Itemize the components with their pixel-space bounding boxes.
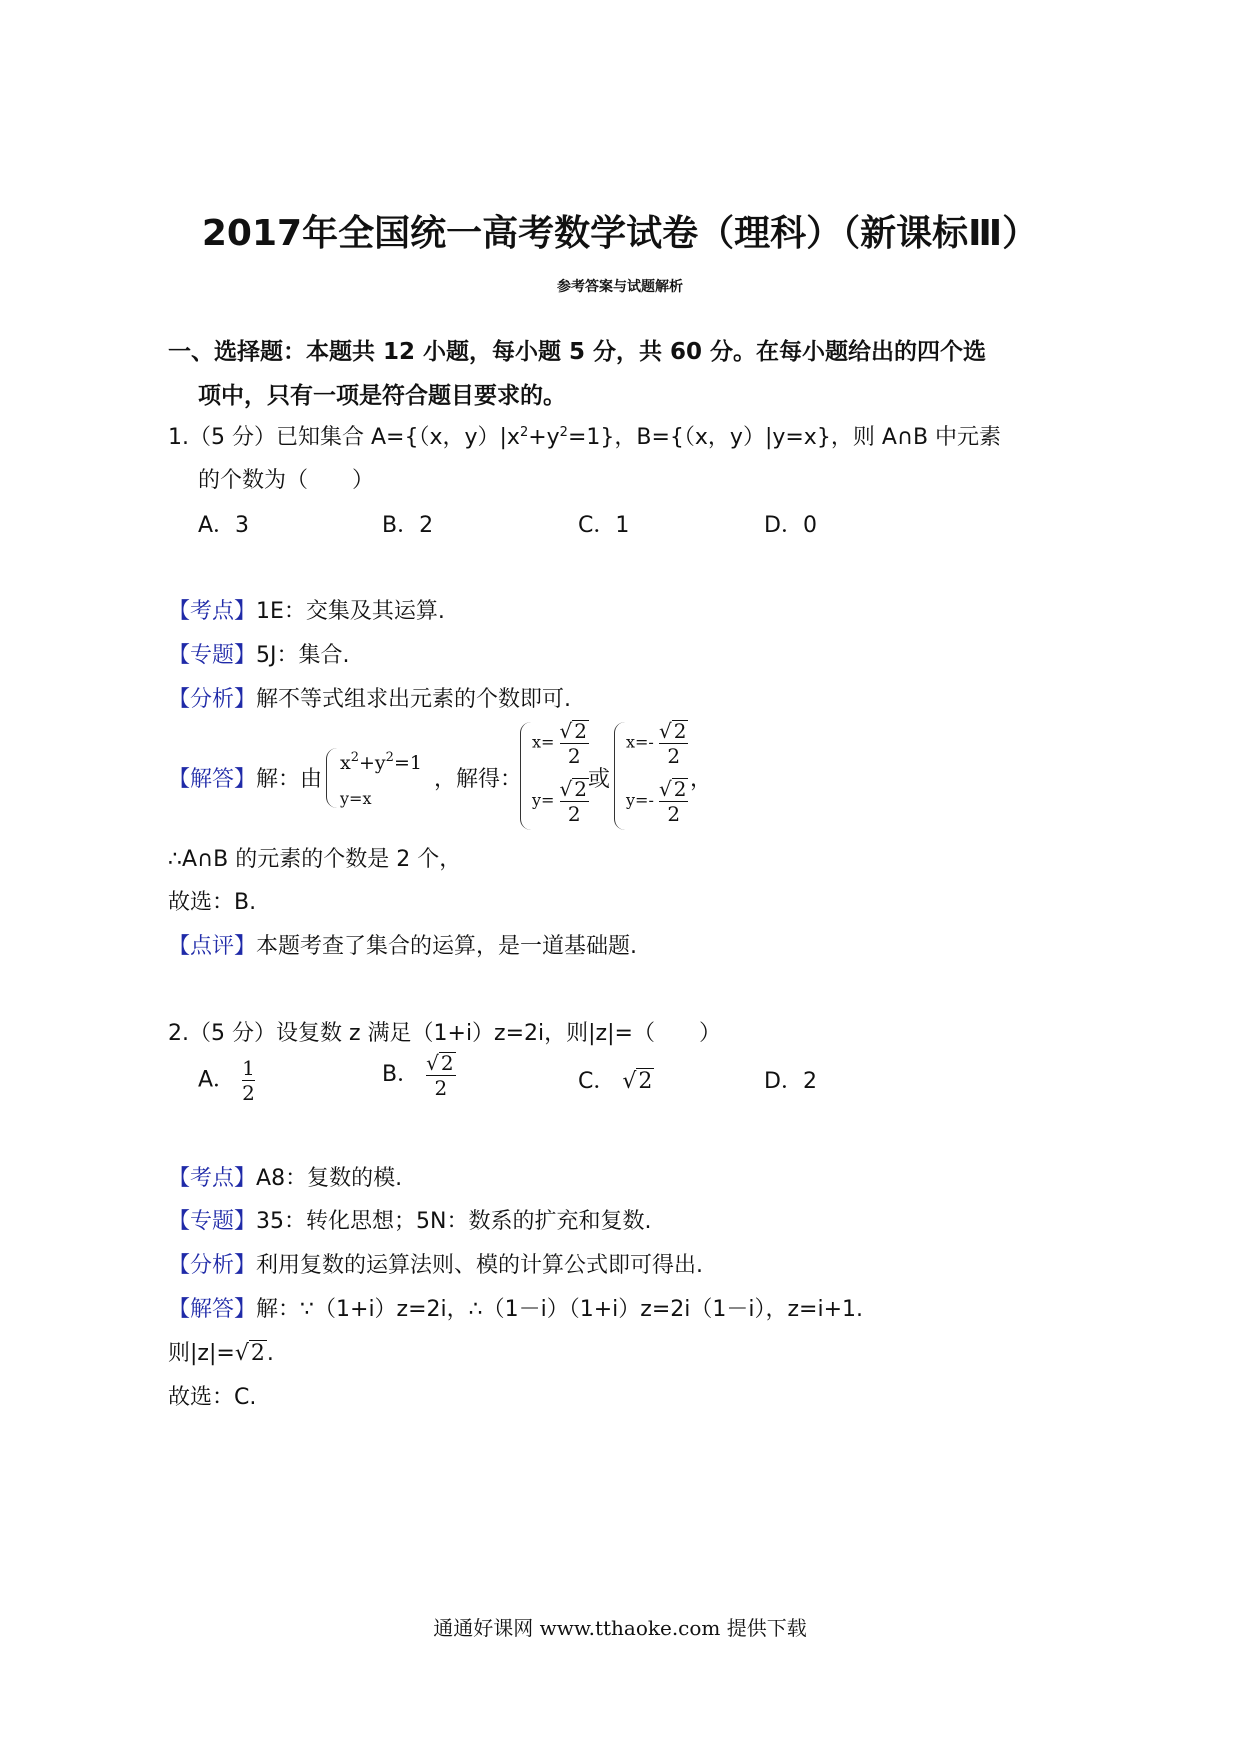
q1-kaodian: 【考点】1E：交集及其运算. [168,599,445,624]
zhuanti-tag: 【专题】 [168,643,257,668]
q1-stem-line2: 的个数为（ ） [198,468,375,493]
fenxi-tag: 【分析】 [168,687,257,712]
q2-choice: 故选：C. [168,1385,257,1410]
q1-dianping: 【点评】本题考查了集合的运算，是一道基础题. [168,934,638,959]
q1-option-a: A．3 [198,513,250,538]
q1-or: 或 [588,767,611,792]
q2-stem: 2.（5 分）设复数 z 满足（1+i）z=2i，则|z|=（ ） [168,1021,721,1046]
solution1-y: y= √ 2 2 [532,777,588,826]
q1-choice: 故选：B. [168,890,257,915]
q1-jieda-prefix: 【解答】解：由 [168,767,323,792]
solution2-x: x=- √ 2 2 [626,719,687,768]
q2-zhuanti: 【专题】35：转化思想；5N：数系的扩充和复数. [168,1209,652,1234]
fenxi-tag: 【分析】 [168,1253,257,1278]
jieda-tag: 【解答】 [168,1297,257,1322]
q2-option-c: C． √ 2 [578,1069,653,1094]
q2-kaodian: 【考点】A8：复数的模. [168,1166,403,1191]
solution1-brace [520,722,531,830]
jieda-tag: 【解答】 [168,767,257,792]
q2-option-d: D．2 [764,1069,817,1094]
q1-fenxi: 【分析】解不等式组求出元素的个数即可. [168,687,572,712]
kaodian-tag: 【考点】 [168,599,257,624]
q1-option-c: C．1 [578,513,630,538]
system-equation-2: y=x [340,789,372,808]
page-subtitle: 参考答案与试题解析 [557,279,683,295]
q2-option-b: B． √ 2 2 [382,1051,454,1100]
q1-jieda-mid: ，解得： [434,767,523,792]
q1-stem-line1: 1.（5 分）已知集合 A={（x，$y)|x^2+y^2=1$}，B={（x，y）|y=x}，则 A∩B 中元素 [168,425,1002,450]
q1-comma: ， [690,767,713,792]
q2-jieda: 【解答】解：∵（1+i）z=2i，∴（1－i）（1+i）z=2i（1－i），z=i+1. [168,1297,864,1322]
q1-conclusion: ∴A∩B 的元素的个数是 2 个， [168,847,462,872]
section-heading-line2: 项中，只有一项是符合题目要求的。 [198,383,566,409]
q2-result: 则|z|=√ 2 . [168,1341,274,1366]
zhuanti-tag: 【专题】 [168,1209,257,1234]
system-equation-1: $x^2+y^2=1$ [340,750,422,774]
solution2-y: y=- √ 2 2 [626,777,687,826]
solution2-brace [614,722,625,830]
section-heading-line1: 一、选择题：本题共 12 小题，每小题 5 分，共 60 分。在每小题给出的四个选 [168,339,987,365]
dianping-tag: 【点评】 [168,934,257,959]
q2-option-a: A． $\frac{1}{2}$ [198,1056,255,1105]
solution1-x: x= √ 2 2 [532,719,588,768]
q2-fenxi: 【分析】利用复数的运算法则、模的计算公式即可得出. [168,1253,704,1278]
kaodian-tag: 【考点】 [168,1166,257,1191]
q1-option-b: B．2 [382,513,434,538]
q1-zhuanti: 【专题】5J：集合. [168,643,350,668]
page-footer: 通通好课网 www.tthaoke.com 提供下载 [433,1616,807,1640]
system-brace [326,748,337,808]
page-title: 2017年全国统一高考数学试卷（理科）（新课标Ⅲ） [201,213,1039,254]
q1-option-d: D．0 [764,513,817,538]
